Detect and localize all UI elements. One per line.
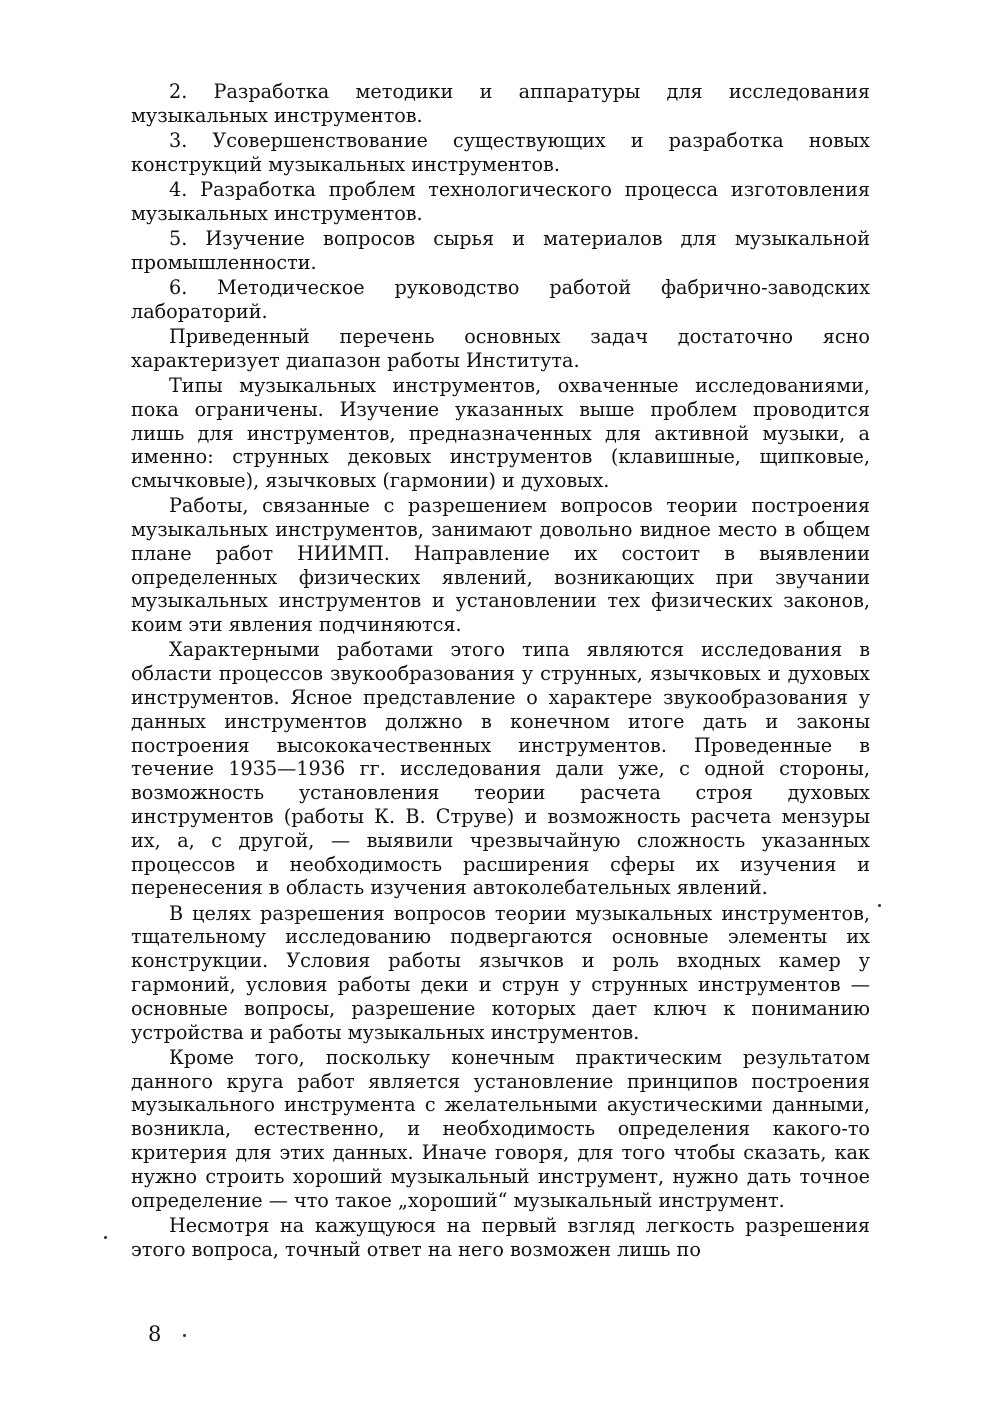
- paragraph-sound-formation: Характерными работами этого типа являются исследования в области процессов звукообразования у струнных, язычковых и духовых инструментов. Ясное представление о характере звукообразования у данных инструментов должно в конечном итоге дать и законы построения высококачественных инструментов. Проведенные в течение 1935—1936 гг. исследования дали уже, с одной стороны, возможность установления теории расчета строя духовых инструментов (работы К. В. Струве) и возможность расчета мензуры их, а, с другой, — выявили чрезвычайную сложность указанных процессов и необходимость расширения сферы их изучения и перенесения в область изучения автоколебательных явлений.: [131, 638, 870, 900]
- body-text: [131, 80, 870, 1263]
- print-speck: [183, 1334, 186, 1337]
- paragraph-task-3: 3. Усовершенствование существующих и разработка новых конструкций музыкальных инструментов.: [131, 128, 870, 176]
- paragraph-instrument-types: Типы музыкальных инструментов, охваченные исследованиями, пока ограничены. Изучение указанных выше проблем проводится лишь для инструментов, предназначенных для активной музыки, а именно: струнных дековых инструментов (клавишные, щипковые, смычковые), язычковых (гармонии) и духовых.: [131, 373, 870, 493]
- paragraph-theory-works: Работы, связанные с разрешением вопросов теории построения музыкальных инструментов, занимают довольно видное место в общем плане работ НИИМП. Направление их состоит в выявлении определенных физических явлений, возникающих при звучании музыкальных инструментов и установлении тех физических законов, коим эти явления подчиняются.: [131, 494, 870, 637]
- paragraph-task-2: 2. Разработка методики и аппаратуры для исследования музыкальных инструментов.: [131, 80, 870, 127]
- paragraph-task-4: 4. Разработка проблем технологического процесса изготовления музыкальных инструментов.: [131, 177, 870, 225]
- print-speck: [878, 904, 881, 907]
- print-speck: [104, 1236, 107, 1239]
- paragraph-quality-criterion: Кроме того, поскольку конечным практическим результатом данного круга работ является установление принципов построения музыкального инструмента с желательными акустическими данными, возникла, естественно, и необходимость определения какого-то критерия для этих данных. Иначе говоря, для того чтобы сказать, как нужно строить хороший музыкальный инструмент, нужно дать точное определение — что такое „хороший“ музыкальный инструмент.: [131, 1045, 870, 1212]
- paragraph-summary: Приведенный перечень основных задач достаточно ясно характеризует диапазон работы Института.: [131, 324, 870, 372]
- paragraph-construction-elements: В целях разрешения вопросов теории музыкальных инструментов, тщательному исследованию подвергаются основные элементы их конструкции. Условия работы язычков и роль входных камер у гармоний, условия работы деки и струн у струнных инструментов — основные вопросы, разрешение которых дает ключ к пониманию устройства и работы музыкальных инструментов.: [131, 901, 870, 1044]
- page-number: 8: [148, 1322, 162, 1346]
- paragraph-task-6: 6. Методическое руководство работой фабрично-заводских лабораторий.: [131, 275, 870, 323]
- paragraph-continuation: Несмотря на кажущуюся на первый взгляд легкость разрешения этого вопроса, точный ответ на него возможен лишь по: [131, 1213, 870, 1261]
- paragraph-task-5: 5. Изучение вопросов сырья и материалов для музыкальной промышленности.: [131, 226, 870, 274]
